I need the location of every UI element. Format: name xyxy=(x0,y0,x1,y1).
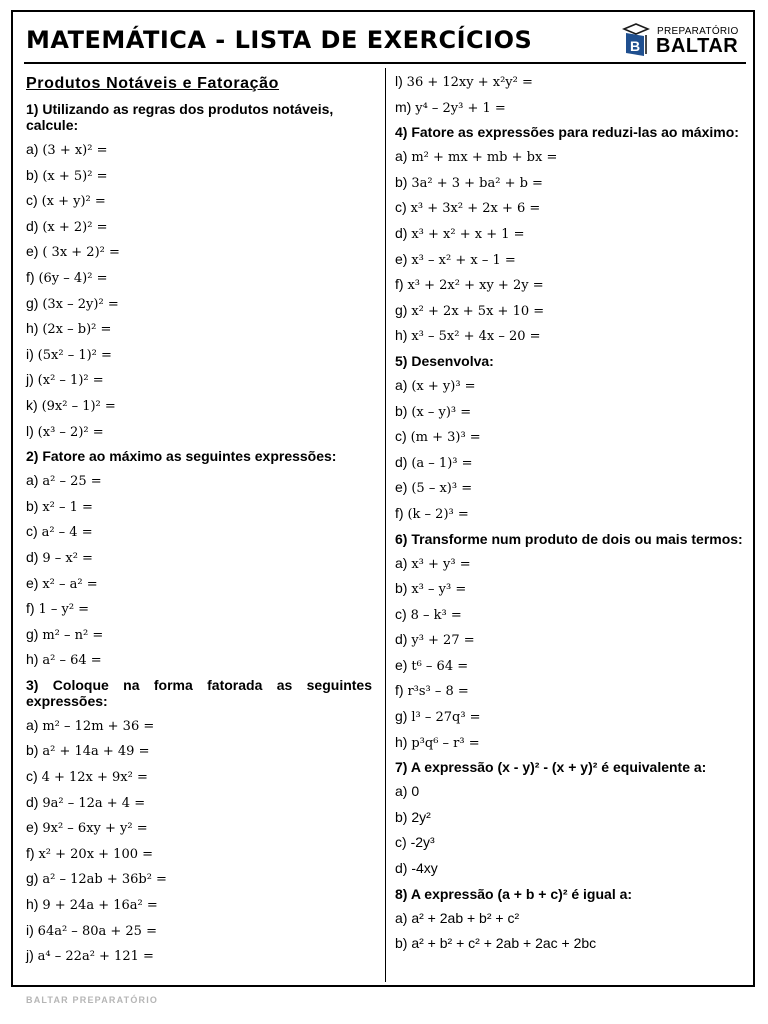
list-item: a) m² + mx + mb + bx = xyxy=(395,148,558,166)
list-item: d) 9a² – 12a + 4 = xyxy=(26,793,146,811)
list-item: k) (9x² – 1)² = xyxy=(26,396,116,414)
question-8-options xyxy=(395,906,745,957)
logo-brand-text: BALTAR xyxy=(656,35,739,57)
list-item: c) 4 + 12x + 9x² = xyxy=(26,768,148,786)
list-item: e) x² – a² = xyxy=(26,574,98,592)
list-item: c) 8 – k³ = xyxy=(395,605,462,623)
list-item: g) a² – 12ab + 36b² = xyxy=(26,870,167,888)
list-item: c) (x + y)² = xyxy=(26,192,106,210)
question-3-items xyxy=(26,713,372,969)
list-item: m) y⁴ – 2y³ + 1 = xyxy=(395,98,506,116)
list-item: f) (6y – 4)² = xyxy=(26,268,108,286)
list-item: f) x² + 20x + 100 = xyxy=(26,844,154,862)
question-5-items xyxy=(395,373,745,527)
list-item: e) t⁶ – 64 = xyxy=(395,656,469,674)
list-item: g) x² + 2x + 5x + 10 = xyxy=(395,301,545,319)
question-1-items xyxy=(26,137,372,444)
list-item: h) (2x – b)² = xyxy=(26,320,112,338)
list-item: b) x² – 1 = xyxy=(26,497,93,515)
brand-logo xyxy=(622,23,747,59)
list-item: c) (m + 3)³ = xyxy=(395,428,481,446)
answer-option: c) -2y³ xyxy=(395,834,435,851)
list-item: f) r³s³ – 8 = xyxy=(395,682,469,700)
list-item: d) x³ + x² + x + 1 = xyxy=(395,224,525,242)
question-4-items xyxy=(395,144,745,349)
list-item: h) p³q⁶ – r³ = xyxy=(395,733,480,751)
question-3-items-continued xyxy=(395,69,745,120)
logo-mark-letter: B xyxy=(629,38,641,54)
list-item: d) (a – 1)³ = xyxy=(395,453,473,471)
question-4-prompt: 4) Fatore as expressões para reduzi-las ao máximo: xyxy=(395,124,739,141)
list-item: f) 1 – y² = xyxy=(26,600,90,618)
list-item: b) 3a² + 3 + ba² + b = xyxy=(395,173,543,191)
question-6-prompt: 6) Transforme num produto de dois ou mais termos: xyxy=(395,530,743,547)
list-item: g) l³ – 27q³ = xyxy=(395,708,481,726)
list-item: e) (5 – x)³ = xyxy=(395,479,473,497)
question-8-prompt: 8) A expressão (a + b + c)² é igual a: xyxy=(395,885,633,902)
question-5-prompt: 5) Desenvolva: xyxy=(395,352,494,369)
footer-text: BALTAR PREPARATÓRIO xyxy=(26,995,159,1005)
list-item: e) 9x² – 6xy + y² = xyxy=(26,819,148,837)
list-item: a) (3 + x)² = xyxy=(26,141,108,158)
list-item: h) 9 + 24a + 16a² = xyxy=(26,896,158,914)
list-item: a) (x + y)³ = xyxy=(395,376,476,394)
list-item: l) (x³ – 2)² = xyxy=(26,422,104,440)
list-item: a) m² – 12m + 36 = xyxy=(26,716,155,734)
list-item: f) (k – 2)³ = xyxy=(395,504,469,522)
question-6-items xyxy=(395,551,745,756)
list-item: l) 36 + 12xy + x²y² = xyxy=(395,73,533,90)
question-3-prompt: 3) Coloque na forma fatorada as seguintes expressões: xyxy=(26,676,372,709)
list-item: h) x³ – 5x² + 4x – 20 = xyxy=(395,327,541,345)
list-item: i) 64a² – 80a + 25 = xyxy=(26,921,157,939)
header-divider xyxy=(24,62,746,64)
list-item: h) a² – 64 = xyxy=(26,651,102,669)
list-item: d) (x + 2)² = xyxy=(26,217,108,235)
answer-option: a) a² + 2ab + b² + c² xyxy=(395,909,520,926)
list-item: d) 9 – x² = xyxy=(26,548,93,566)
list-item: e) ( 3x + 2)² = xyxy=(26,243,120,261)
logo-small-text: PREPARATÓRIO xyxy=(657,26,739,37)
right-column xyxy=(395,69,745,957)
list-item: c) a² – 4 = xyxy=(26,523,93,541)
question-1-prompt: 1) Utilizando as regras dos produtos notáveis, calcule: xyxy=(26,101,334,133)
list-item: a) a² – 25 = xyxy=(26,472,102,490)
answer-option: b) a² + b² + c² + 2ab + 2ac + 2bc xyxy=(395,935,597,952)
list-item: g) m² – n² = xyxy=(26,625,104,643)
list-item: b) (x + 5)² = xyxy=(26,166,108,184)
column-divider xyxy=(385,68,386,982)
list-item: a) x³ + y³ = xyxy=(395,554,471,572)
subject-title: Produtos Notáveis e Fatoração xyxy=(26,75,280,92)
list-item: j) (x² – 1)² = xyxy=(26,371,104,389)
list-item: b) (x – y)³ = xyxy=(395,402,472,420)
book-logo-icon xyxy=(622,23,650,57)
page-title: MATEMÁTICA - LISTA DE EXERCÍCIOS xyxy=(26,26,533,54)
list-item: c) x³ + 3x² + 2x + 6 = xyxy=(395,199,541,217)
list-item: f) x³ + 2x² + xy + 2y = xyxy=(395,276,544,294)
list-item: i) (5x² – 1)² = xyxy=(26,345,112,363)
list-item: b) x³ – y³ = xyxy=(395,580,467,598)
left-column xyxy=(26,73,372,969)
answer-option: a) 0 xyxy=(395,783,420,800)
answer-option: d) -4xy xyxy=(395,860,438,877)
question-2-items xyxy=(26,468,372,673)
list-item: g) (3x – 2y)² = xyxy=(26,294,119,312)
question-7-options xyxy=(395,779,745,881)
list-item: e) x³ – x² + x – 1 = xyxy=(395,250,516,268)
list-item: b) a² + 14a + 49 = xyxy=(26,742,150,760)
question-2-prompt: 2) Fatore ao máximo as seguintes expressões: xyxy=(26,448,337,465)
list-item: j) a⁴ – 22a² + 121 = xyxy=(26,947,154,965)
answer-option: b) 2y² xyxy=(395,808,431,825)
list-item: d) y³ + 27 = xyxy=(395,631,475,649)
question-7-prompt: 7) A expressão (x - y)² - (x + y)² é equivalente a: xyxy=(395,759,707,776)
